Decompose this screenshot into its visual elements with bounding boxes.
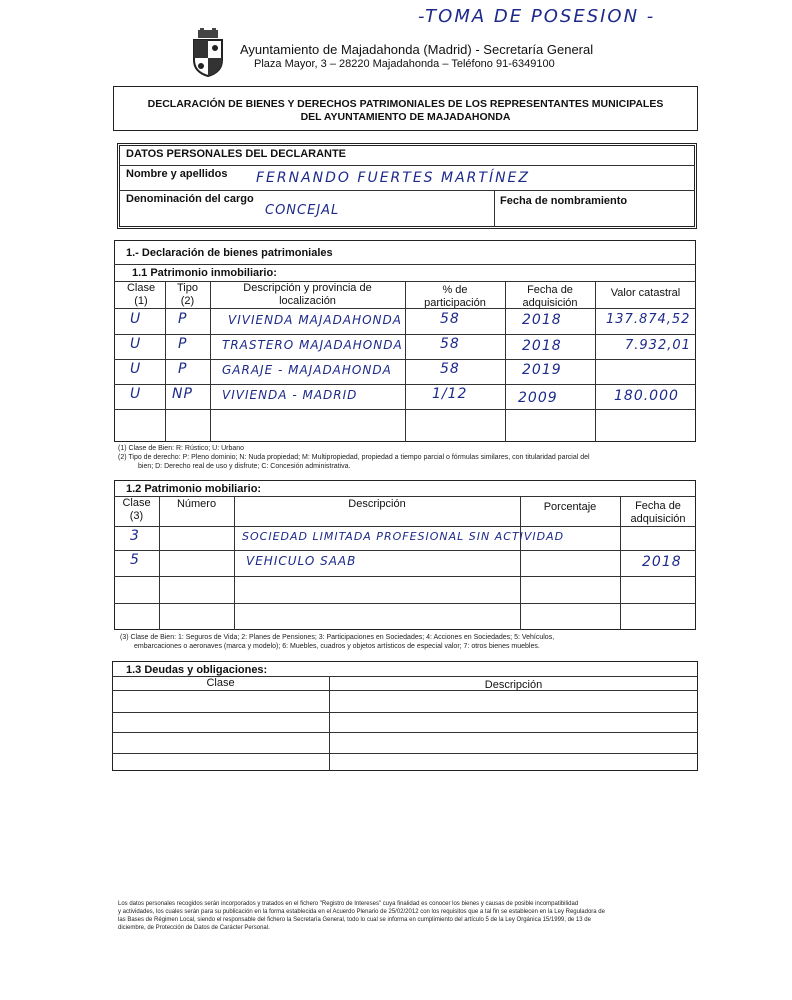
row-tipo: P bbox=[178, 336, 188, 352]
row-participacion: 58 bbox=[440, 361, 460, 377]
row-fecha: 2009 bbox=[518, 390, 558, 406]
col-clase-1-note: (1) bbox=[134, 295, 148, 307]
row-clase: U bbox=[130, 311, 142, 327]
legal-footer-4: diciembre, de Protección de Datos de Carácter Personal. bbox=[118, 925, 270, 931]
row-fecha: 2018 bbox=[642, 554, 682, 570]
section-1-title: 1.- Declaración de bienes patrimoniales bbox=[126, 247, 333, 259]
document-title-line-2: DEL AYUNTAMIENTO DE MAJADAHONDA bbox=[300, 111, 511, 123]
col-debt-descripcion: Descripción bbox=[484, 679, 543, 691]
legal-footer-3: las Bases de Régimen Local, siendo el responsable del fichero la Secretaría General, todo lo cual se informa en cumplimiento del artículo 5 de la Ley Orgánica 15/1999, de 13 de bbox=[118, 917, 591, 923]
row-participacion: 58 bbox=[440, 336, 460, 352]
role-label: Denominación del cargo bbox=[126, 193, 254, 205]
note-2a: (2) Tipo de derecho: P: Pleno dominio; N: Nuda propiedad; M: Multipropiedad, propiedad a tiempo parcial o fórmulas similares, con titularidad parcial del bbox=[118, 454, 590, 461]
coat-of-arms-logo bbox=[190, 28, 226, 78]
col-participacion-2: participación bbox=[424, 297, 486, 309]
row-descripcion: SOCIEDAD LIMITADA PROFESIONAL SIN ACTIVIDAD bbox=[242, 530, 565, 543]
row-descripcion: VIVIENDA - MADRID bbox=[222, 388, 358, 402]
col-fecha-1: Fecha de bbox=[527, 284, 573, 296]
note-3b: embarcaciones o aeronaves (marca y modelo); 6: Muebles, cuadros y objetos artísticos de especial valor; 7: otros bienes muebles. bbox=[134, 643, 540, 650]
name-label: Nombre y apellidos bbox=[126, 168, 228, 180]
col-clase-1: Clase bbox=[126, 282, 156, 294]
name-value: FERNANDO FUERTES MARTÍNEZ bbox=[256, 170, 530, 186]
personal-section-label: DATOS PERSONALES DEL DECLARANTE bbox=[126, 148, 347, 160]
note-2b: bien; D: Derecho real de uso y disfrute; C: Concesión administrativa. bbox=[138, 463, 351, 470]
handwritten-annotation: -TOMA DE POSESION - bbox=[418, 6, 656, 27]
row-tipo: NP bbox=[172, 386, 193, 402]
document-title-line-1: DECLARACIÓN DE BIENES Y DERECHOS PATRIMONIALES DE LOS REPRESENTANTES MUNICIPALES bbox=[147, 98, 664, 110]
role-value: CONCEJAL bbox=[265, 203, 340, 218]
row-descripcion: VIVIENDA MAJADAHONDA bbox=[228, 313, 402, 327]
row-participacion: 1/12 bbox=[432, 386, 468, 402]
col-numero: Número bbox=[176, 498, 217, 510]
header-line-2: Plaza Mayor, 3 – 28220 Majadahonda – Teléfono 91-6349100 bbox=[254, 58, 555, 70]
col-debt-clase: Clase bbox=[206, 677, 235, 689]
row-clase: U bbox=[130, 361, 142, 377]
col-fecha-adq-1: Fecha de bbox=[635, 500, 681, 512]
col-valor-catastral: Valor catastral bbox=[610, 287, 681, 299]
header-line-1: Ayuntamiento de Majadahonda (Madrid) - Secretaría General bbox=[240, 42, 594, 57]
section-1-1-title: 1.1 Patrimonio inmobiliario: bbox=[132, 267, 277, 279]
row-fecha: 2019 bbox=[522, 362, 562, 378]
col-descripcion-2: localización bbox=[279, 295, 336, 307]
row-clase: 3 bbox=[130, 528, 140, 544]
row-fecha: 2018 bbox=[522, 338, 562, 354]
col-porcentaje: Porcentaje bbox=[543, 501, 597, 513]
col-participacion-1: % de bbox=[442, 284, 468, 296]
row-fecha: 2018 bbox=[522, 312, 562, 328]
col-fecha-adq-2: adquisición bbox=[630, 513, 686, 525]
note-3a: (3) Clase de Bien: 1: Seguros de Vida; 2: Planes de Pensiones; 3: Participaciones en Sociedades; 4: Acciones en Sociedades; 5: Vehículos, bbox=[120, 634, 555, 641]
legal-footer-2: y actividades, los cuales serán para su publicación en la forma establecida en el Acuerdo Plenario de 25/02/2012 con los requisitos que a tal fin se establecen en la Ley Reguladora de bbox=[118, 909, 605, 915]
section-1-3-title: 1.3 Deudas y obligaciones: bbox=[126, 664, 268, 676]
legal-footer-1: Los datos personales recogidos serán incorporados y tratados en el fichero "Registro de Intereses" cuya finalidad es conocer los bienes y causas de posible incompatibilidad bbox=[118, 901, 579, 907]
row-valor: 7.932,01 bbox=[625, 338, 691, 353]
col-descripcion: Descripción bbox=[348, 498, 406, 510]
row-tipo: P bbox=[178, 361, 188, 377]
section-1-2-title: 1.2 Patrimonio mobiliario: bbox=[126, 483, 262, 495]
appointment-date-label: Fecha de nombramiento bbox=[500, 195, 628, 207]
col-tipo-note: (2) bbox=[180, 295, 195, 307]
row-descripcion: TRASTERO MAJADAHONDA bbox=[222, 338, 403, 352]
col-clase-3: Clase bbox=[122, 497, 151, 509]
col-tipo: Tipo bbox=[177, 282, 198, 294]
row-clase: U bbox=[130, 386, 142, 402]
row-descripcion: GARAJE - MAJADAHONDA bbox=[222, 363, 392, 377]
note-1: (1) Clase de Bien: R: Rústico; U: Urbano bbox=[118, 445, 245, 452]
col-descripcion-1: Descripción y provincia de bbox=[243, 282, 372, 294]
row-participacion: 58 bbox=[440, 311, 460, 327]
row-valor: 137.874,52 bbox=[606, 312, 691, 327]
col-clase-3-note: (3) bbox=[129, 510, 144, 522]
row-tipo: P bbox=[178, 311, 188, 327]
row-clase: U bbox=[130, 336, 142, 352]
row-valor: 180.000 bbox=[614, 388, 679, 404]
row-clase: 5 bbox=[130, 552, 140, 568]
col-fecha-2: adquisición bbox=[522, 297, 578, 309]
row-descripcion: VEHICULO SAAB bbox=[246, 554, 357, 568]
